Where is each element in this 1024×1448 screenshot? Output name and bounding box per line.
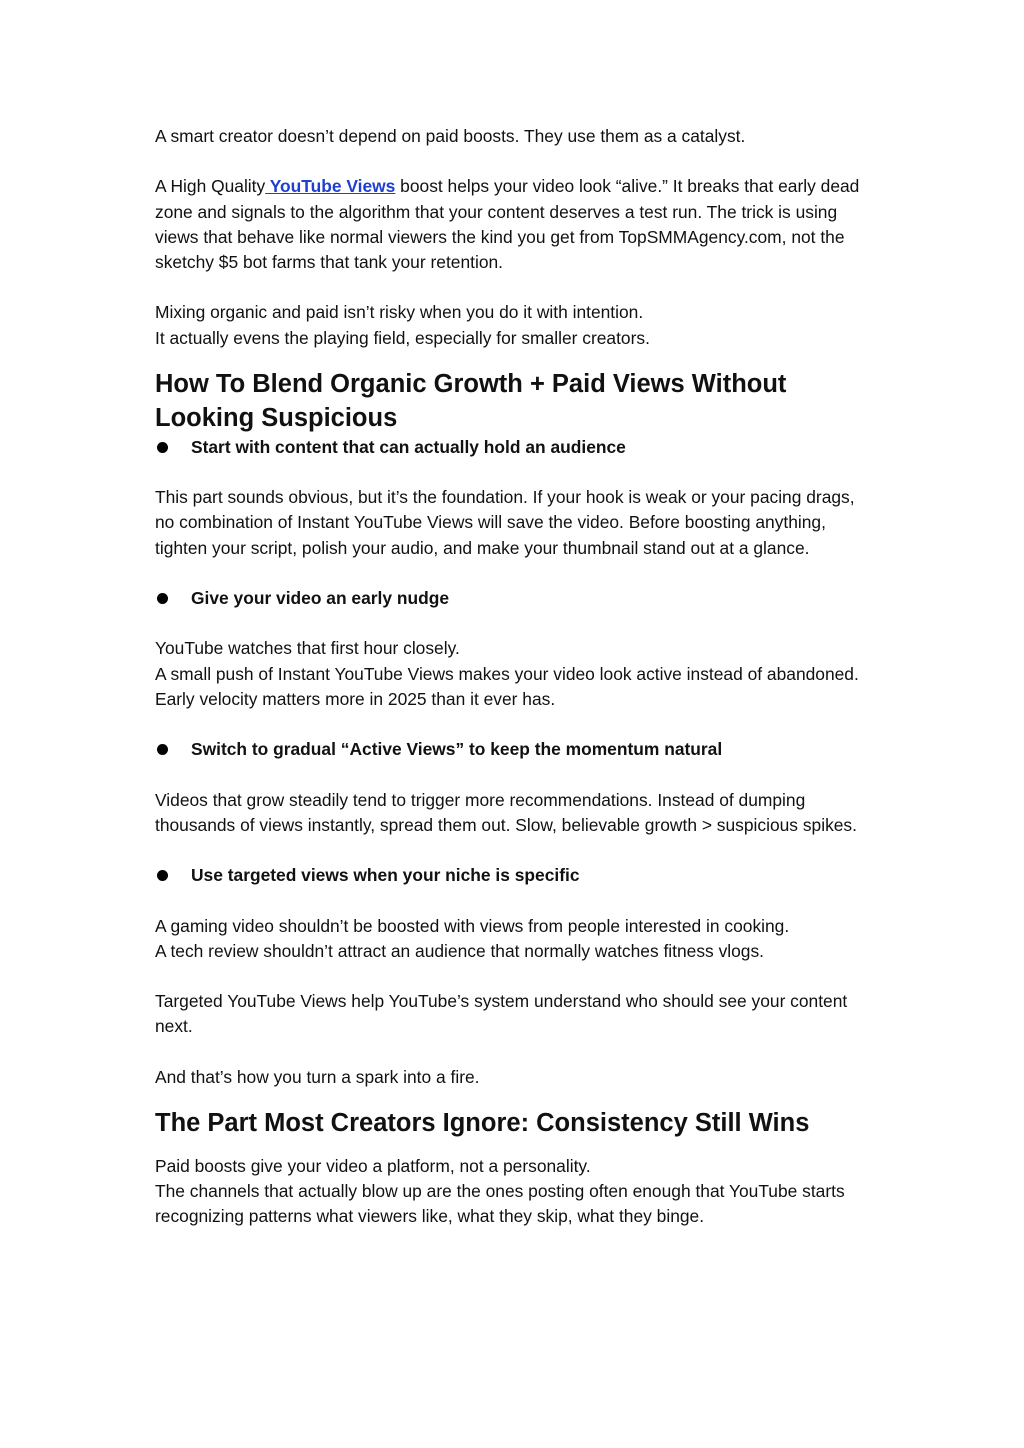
bullet-dot-icon <box>157 744 168 755</box>
section-1-heading: How To Blend Organic Growth + Paid Views Without Looking Suspicious <box>155 369 787 432</box>
youtube-views-link[interactable]: YouTube Views <box>265 176 396 197</box>
intro-paragraph-2 <box>155 174 875 275</box>
intro-paragraph-3-line-2: It actually evens the playing field, especially for smaller creators. <box>155 327 650 348</box>
section-2-line-1: Paid boosts give your video a platform, not a personality. <box>155 1155 591 1176</box>
spacer <box>155 888 875 913</box>
bullet-title: Use targeted views when your niche is specific <box>191 865 580 886</box>
bullet-item-2 <box>155 586 875 611</box>
section-2-heading: The Part Most Creators Ignore: Consistency Still Wins <box>155 1108 810 1137</box>
bullet-item-4 <box>155 863 875 888</box>
bullet-2-body-line-1: YouTube watches that first hour closely. <box>155 638 460 659</box>
bullet-4-body-line-1: A gaming video shouldn’t be boosted with views from people interested in cooking. <box>155 915 790 936</box>
bullet-4-body-paragraph-3: And that’s how you turn a spark into a fire. <box>155 1066 480 1087</box>
intro-paragraph-1: A smart creator doesn’t depend on paid boosts. They use them as a catalyst. <box>155 126 746 146</box>
spacer <box>155 561 875 586</box>
spacer <box>155 149 875 174</box>
bullet-dot-icon <box>157 870 168 881</box>
spacer <box>155 275 875 300</box>
bullet-3-body: Videos that grow steadily tend to trigger more recommendations. Instead of dumping thousands of views instantly, spread them out. Slow, believable growth > suspicious spikes. <box>155 789 857 835</box>
spacer <box>155 1040 875 1065</box>
bullet-title: Give your video an early nudge <box>191 587 450 608</box>
bullet-2-body-line-2: A small push of Instant YouTube Views makes your video look active instead of abandoned. Early velocity matters more in 2025 than it ever has. <box>155 663 859 709</box>
bullet-item-1 <box>155 435 875 460</box>
bullet-item-3 <box>155 737 875 762</box>
bullet-4-body-paragraph-2: Targeted YouTube Views help YouTube’s system understand who should see your content next. <box>155 991 848 1037</box>
spacer <box>155 611 875 636</box>
spacer <box>155 712 875 737</box>
bullet-title: Start with content that can actually hold an audience <box>191 436 626 457</box>
bullet-1-body: This part sounds obvious, but it’s the foundation. If your hook is weak or your pacing drags, no combination of Instant YouTube Views will save the video. Before boosting anything, tighten your script, polish your audio, and make your thumbnail stand out at a glance. <box>155 487 855 558</box>
spacer <box>155 964 875 989</box>
bullet-title: Switch to gradual “Active Views” to keep the momentum natural <box>191 739 723 760</box>
bullet-dot-icon <box>157 593 168 604</box>
document-body <box>155 124 875 1230</box>
bullet-dot-icon <box>157 442 168 453</box>
spacer <box>155 762 875 787</box>
spacer <box>155 838 875 863</box>
bullet-4-body-line-2: A tech review shouldn’t attract an audience that normally watches fitness vlogs. <box>155 940 764 961</box>
spacer <box>155 460 875 485</box>
intro-paragraph-3-line-1: Mixing organic and paid isn’t risky when you do it with intention. <box>155 302 644 323</box>
intro-paragraph-2-lead: A High Quality <box>155 176 266 197</box>
section-2-line-2: The channels that actually blow up are the ones posting often enough that YouTube starts recognizing patterns what viewers like, what they skip, what they binge. <box>155 1181 845 1227</box>
intro-paragraph-2-rest: boost helps your video look “alive.” It breaks that early dead zone and signals to the algorithm that your content deserves a test run. The trick is using views that behave like normal viewers the kind you get from TopSMMAgency.com, not the sketchy $5 bot farms that tank your retention. <box>155 176 860 272</box>
